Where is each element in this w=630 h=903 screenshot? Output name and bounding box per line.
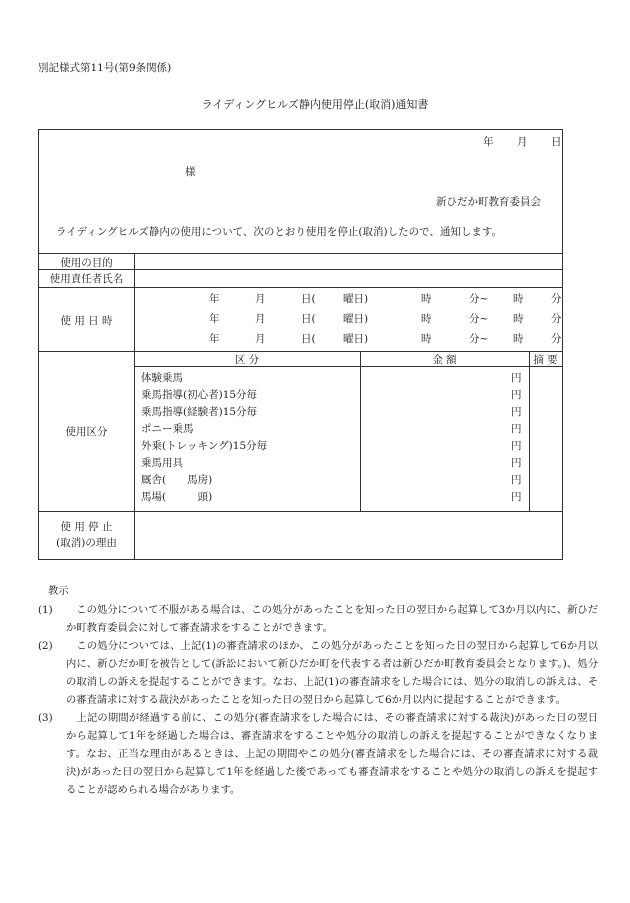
label-datetime: 使 用 日 時: [60, 315, 113, 327]
category-item-label: 厩舎( 馬房): [141, 474, 213, 486]
label-manager: 使用責任者氏名: [49, 273, 124, 285]
rule: [360, 351, 361, 511]
date-year: 年: [483, 136, 494, 148]
category-item-label: 乗馬指導(経験者)15分毎: [141, 406, 258, 418]
category-item-yen: 円: [511, 406, 522, 418]
notice-form-table: [38, 129, 563, 560]
issuer-name: 新ひだか町教育委員会: [436, 196, 541, 208]
date-day: 日: [551, 136, 562, 148]
label-purpose: 使用の目的: [60, 257, 113, 269]
datetime-minute1: 分~: [469, 313, 489, 325]
category-item-label: 体験乗馬: [141, 372, 183, 384]
notes-heading: 教示: [48, 585, 69, 597]
category-item-yen: 円: [511, 423, 522, 435]
category-item-yen: 円: [511, 457, 522, 469]
datetime-weekday: 曜日): [343, 293, 369, 305]
datetime-day: 日(: [301, 313, 316, 325]
category-item-label: 外乗(トレッキング)15分毎: [141, 440, 268, 452]
datetime-weekday: 曜日): [343, 333, 369, 345]
document-title: ライディングヒルズ静内使用停止(取消)通知書: [201, 98, 429, 111]
rule: [39, 511, 562, 512]
label-reason-2: (取消)の理由: [56, 537, 117, 549]
note-number: (2): [38, 640, 53, 652]
datetime-minute2: 分: [551, 333, 562, 345]
rule: [39, 287, 562, 288]
note-number: (3): [38, 712, 53, 724]
category-item-yen: 円: [511, 372, 522, 384]
category-item-label: 馬場( 頭): [141, 491, 213, 503]
datetime-weekday: 曜日): [343, 313, 369, 325]
label-category: 使用区分: [65, 426, 108, 438]
datetime-month: 月: [255, 293, 266, 305]
note-text: この処分については、上記(1)の審査請求のほか、この処分があったことを知った日の翌日から起算して6か月以内に、新ひだか町を被告として(訴訟において新ひだか町を代表する者は新ひだか町教育委員会となります。)、処分の取消しの訴えを提起することができます。なお、上記(1)の審査請求をした場合には、処分の取消しの訴えは、その審査請求に対する裁決があったことを知った日の翌日から起算して6か月以内に提起することができます。: [66, 640, 598, 706]
note-text: この処分について不服がある場合は、この処分があったことを知った日の翌日から起算して3か月以内に、新ひだか町教育委員会に対して審査請求をすることができます。: [66, 604, 598, 634]
datetime-hour1: 時: [421, 333, 432, 345]
note-item-1: [38, 601, 598, 637]
instruction-notes: [38, 582, 598, 799]
label-reason-1: 使 用 停 止: [60, 521, 113, 533]
datetime-minute1: 分~: [469, 293, 489, 305]
intro-text: ライディングヒルズ静内の使用について、次のとおり使用を停止(取消)したので、通知します。: [56, 226, 503, 238]
header-amount: 金 額: [432, 354, 457, 366]
category-item-yen: 円: [511, 491, 522, 503]
note-item-2: [38, 637, 598, 709]
datetime-hour1: 時: [421, 313, 432, 325]
rule: [39, 253, 562, 254]
category-item-yen: 円: [511, 389, 522, 401]
addressee-suffix: 様: [185, 166, 196, 178]
note-number: (1): [38, 604, 53, 616]
datetime-minute1: 分~: [469, 333, 489, 345]
datetime-hour1: 時: [421, 293, 432, 305]
note-text: 上記の期間が経過する前に、この処分(審査請求をした場合には、その審査請求に対する裁決)があった日の翌日から起算して1年を経過した場合は、審査請求をすることや処分の取消しの訴えを提起することができなくなります。なお、正当な理由があるときは、上記の期間やこの処分(審査請求をした場合には、その審査請求に対する裁決)があった日の翌日から起算して1年を経過した後であっても審査請求をすることや処分の取消しの訴えを提起することが認められる場合があります。: [66, 712, 598, 796]
datetime-day: 日(: [301, 333, 316, 345]
header-note: 摘 要: [533, 354, 558, 366]
category-item-yen: 円: [511, 440, 522, 452]
datetime-hour2: 時: [513, 313, 524, 325]
rule: [134, 253, 135, 560]
datetime-year: 年: [209, 293, 220, 305]
category-item-label: 乗馬用具: [141, 457, 183, 469]
rule: [529, 351, 530, 511]
datetime-hour2: 時: [513, 293, 524, 305]
datetime-day: 日(: [301, 293, 316, 305]
datetime-month: 月: [255, 313, 266, 325]
datetime-hour2: 時: [513, 333, 524, 345]
category-item-yen: 円: [511, 474, 522, 486]
form-label: 別記様式第11号(第9条関係): [38, 62, 172, 74]
note-item-3: [38, 709, 598, 799]
datetime-year: 年: [209, 333, 220, 345]
header-item: 区 分: [234, 354, 260, 366]
category-item-label: 乗馬指導(初心者)15分毎: [141, 389, 258, 401]
datetime-year: 年: [209, 313, 220, 325]
datetime-minute2: 分: [551, 293, 562, 305]
datetime-minute2: 分: [551, 313, 562, 325]
date-month: 月: [517, 136, 528, 148]
category-item-label: ポニー乗馬: [141, 423, 194, 435]
datetime-month: 月: [255, 333, 266, 345]
